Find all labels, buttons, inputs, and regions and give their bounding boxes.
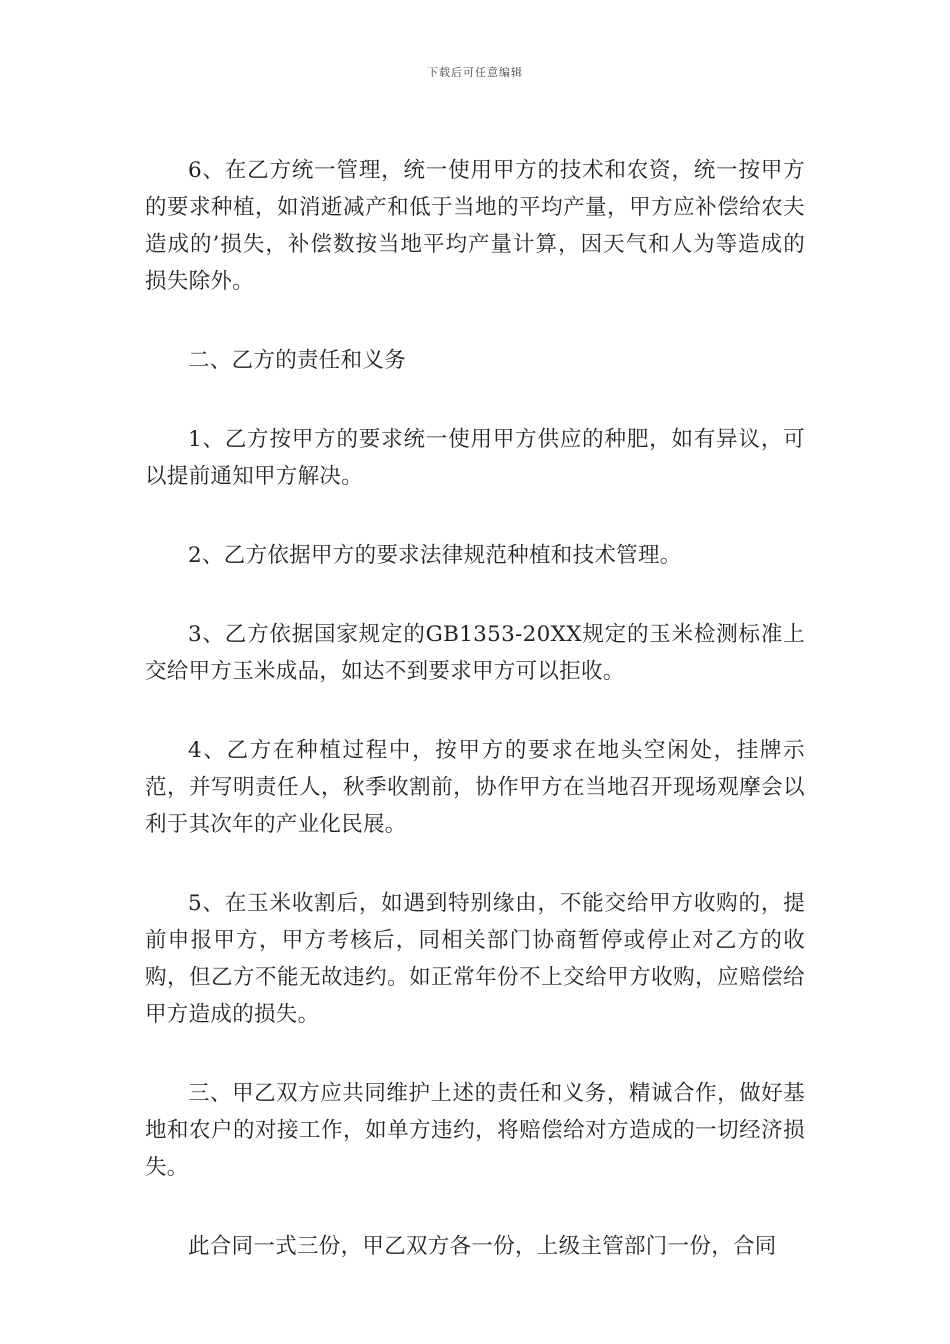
- paragraph-b-clause-4: 4、乙方在种植过程中，按甲方的要求在地头空闲处，挂牌示范，并写明责任人，秋季收割前，协作甲方在当地召开现场观摩会以利于其次年的产业化民展。: [145, 738, 805, 837]
- section-3-mutual-obligations: 三、甲乙双方应共同维护上述的责任和义务，精诚合作，做好基地和农户的对接工作，如单方违约，将赔偿给对方造成的一切经济损失。: [145, 1081, 805, 1180]
- paragraph-b-clause-5: 5、在玉米收割后，如遇到特别缘由，不能交给甲方收购的，提前申报甲方，甲方考核后，同相关部门协商暂停或停止对乙方的收购，但乙方不能无故违约。如正常年份不上交给甲方收购，应赔偿给甲方造成的损失。: [145, 891, 805, 1027]
- paragraph-b-clause-2: 2、乙方依据甲方的要求法律规范种植和技术管理。: [188, 543, 682, 568]
- paragraph-b-clause-1: 1、乙方按甲方的要求统一使用甲方供应的种肥，如有异议，可以提前通知甲方解决。: [145, 427, 805, 489]
- header-note: 下载后可任意编辑: [427, 66, 523, 79]
- paragraph-clause-6: 6、在乙方统一管理，统一使用甲方的技术和农资，统一按甲方的要求种植，如消逝减产和低于当地的平均产量，甲方应补偿给农夫造成的’损失，补偿数按当地平均产量计算，因天气和人为等造成的损失除外。: [145, 158, 805, 294]
- paragraph-b-clause-3: 3、乙方依据国家规定的GB1353-20XX规定的玉米检测标准上交给甲方玉米成品，如达不到要求甲方可以拒收。: [145, 622, 805, 684]
- section-heading-party-b-duties: 二、乙方的责任和义务: [188, 348, 407, 373]
- paragraph-copies-note: 此合同一式三份，甲乙双方各一份，上级主管部门一份，合同: [188, 1234, 777, 1259]
- document-body: [145, 152, 805, 1307]
